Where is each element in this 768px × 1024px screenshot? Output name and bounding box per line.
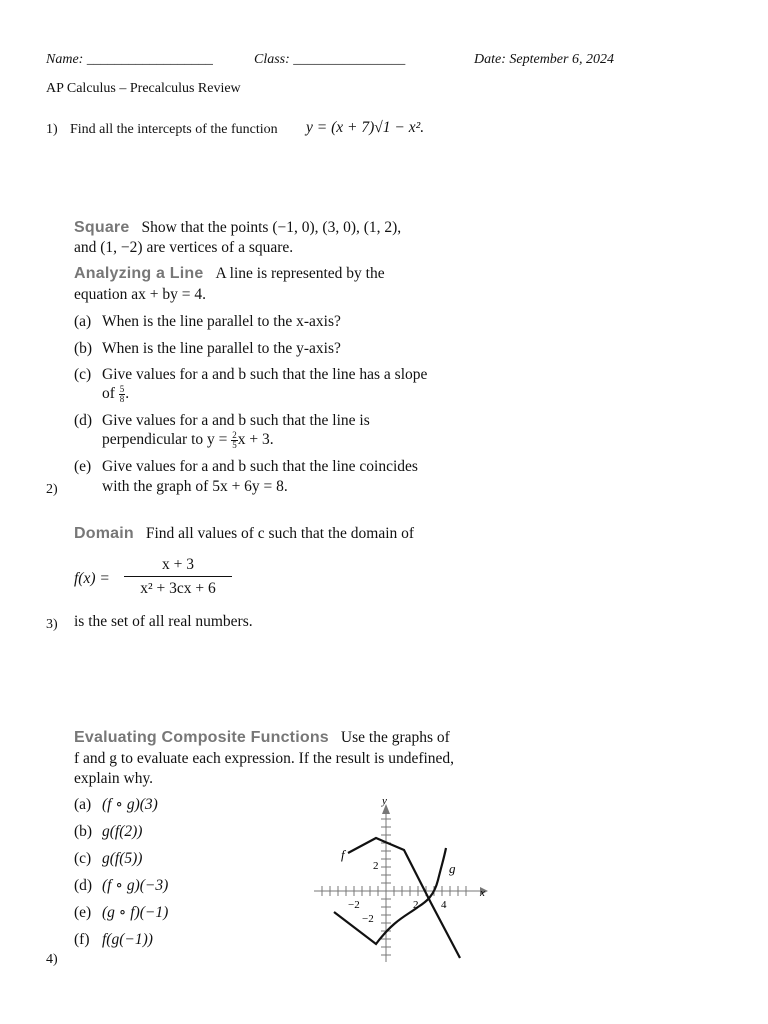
line-part-b [74, 339, 341, 359]
domain-fraction [124, 556, 232, 598]
composite-text-line2: f and g to evaluate each expression. If the result is undefined, [74, 750, 455, 767]
question-1-equation: y = (x + 7)√1 − x². [306, 119, 425, 136]
question-3-number: 3) [46, 617, 58, 632]
course-title: AP Calculus – Precalculus Review [46, 81, 241, 96]
question-4-number: 4) [46, 952, 58, 967]
line-part-c [74, 365, 427, 385]
fraction-numerator: x + 3 [124, 556, 232, 577]
line-text-line1: A line is represented by the [215, 265, 385, 282]
f-label: f [341, 847, 345, 862]
question-1-number: 1) [46, 122, 58, 137]
part-label: (c) [74, 366, 92, 383]
part-text: Give values for a and b such that the line coincides [102, 458, 418, 475]
line-part-e-cont: with the graph of 5x + 6y = 8. [102, 478, 288, 495]
line-problem [74, 264, 385, 284]
composite-problem [74, 728, 450, 748]
curve-g [334, 848, 446, 944]
composite-text-line1: Use the graphs of [340, 729, 450, 746]
composite-part-d: (d) (f ∘ g)(−3) [74, 877, 169, 894]
part-text: When is the line parallel to the y-axis? [102, 340, 341, 357]
composite-part-b: (b) g(f(2)) [74, 823, 143, 840]
question-2-number: 2) [46, 482, 58, 497]
part-label: (a) [74, 313, 92, 330]
part-label: (e) [74, 458, 92, 475]
composite-heading: Evaluating Composite Functions [74, 729, 329, 746]
square-problem [74, 218, 401, 238]
date-label: Date: September 6, 2024 [474, 52, 614, 67]
name-field-label: Name: __________________ [46, 52, 213, 67]
square-heading: Square [74, 219, 130, 236]
tick-label-x2: 2 [413, 899, 419, 911]
square-text-line1: Show that the points (−1, 0), (3, 0), (1, 2), [141, 219, 402, 236]
tick-label-x4: 4 [441, 899, 447, 911]
composite-part-e: (e) (g ∘ f)(−1) [74, 904, 169, 921]
tick-label-ym2: −2 [362, 913, 374, 925]
fraction-2-5: $\frac{2}{5}$ [232, 429, 237, 450]
line-text-line2: equation ax + by = 4. [74, 286, 206, 303]
tick-label-y2: 2 [373, 860, 379, 872]
part-text: Give values for a and b such that the line is [102, 412, 370, 429]
g-label: g [449, 861, 456, 876]
line-part-c-cont: of $\frac{5}{8}$ . [102, 383, 130, 404]
line-part-d-cont: perpendicular to y = $\frac{2}{5}$ x + 3. [102, 429, 274, 450]
composite-graph [300, 790, 500, 970]
domain-heading: Domain [74, 525, 134, 542]
fraction-5-8: $\frac{5}{8}$ [119, 383, 125, 404]
class-field-label: Class: ________________ [254, 52, 406, 67]
domain-text: Find all values of c such that the domain of [145, 525, 415, 542]
composite-part-a: (a) (f ∘ g)(3) [74, 796, 158, 813]
y-axis-label: y [382, 795, 387, 807]
function-name: f(x) = [74, 570, 110, 587]
square-text-line2: and (1, −2) are vertices of a square. [74, 239, 294, 256]
part-text: Give values for a and b such that the line has a slope [102, 366, 428, 383]
composite-part-c: (c) g(f(5)) [74, 850, 143, 867]
question-1-text: Find all the intercepts of the function [70, 122, 278, 137]
domain-tail-text: is the set of all real numbers. [74, 613, 253, 630]
domain-problem [74, 524, 414, 544]
fraction-denominator: x² + 3cx + 6 [140, 580, 216, 597]
x-axis-label: x [480, 887, 485, 899]
line-heading: Analyzing a Line [74, 265, 204, 282]
composite-part-f: (f) f(g(−1)) [74, 931, 153, 948]
part-text: When is the line parallel to the x-axis? [102, 313, 341, 330]
line-part-a [74, 312, 341, 332]
composite-text-line3: explain why. [74, 770, 154, 787]
line-part-e [74, 457, 418, 477]
line-part-d [74, 411, 370, 431]
part-label: (d) [74, 412, 93, 429]
part-label: (b) [74, 340, 93, 357]
tick-label-xm2: −2 [348, 899, 360, 911]
